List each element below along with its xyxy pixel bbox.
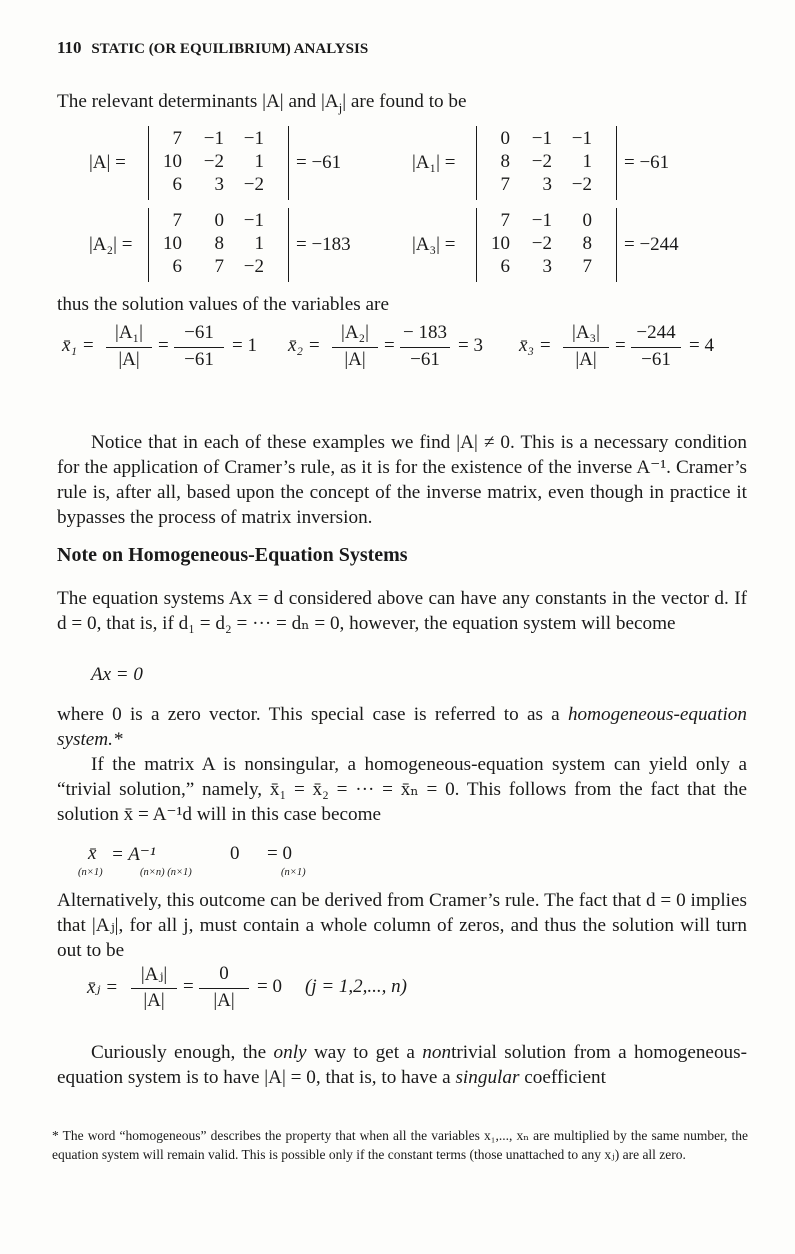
determinant-cell: 7: [582, 256, 592, 277]
footnote: * The word “homogeneous” describes the property that when all the variables x₁,..., xₙ are multiplied by the same number, the equation system will remain valid. This is possible only if the constant terms (those unattached to any xⱼ) are all zero.: [52, 1128, 748, 1162]
determinant-label: |A₁| =: [412, 152, 456, 173]
solution-variable: x̄₃ =: [519, 335, 552, 356]
solution-variable: x̄ⱼ =: [87, 977, 119, 998]
determinant-cell: −2: [243, 256, 264, 277]
determinant-cell: 10: [491, 233, 510, 254]
determinant-cell: −2: [531, 151, 552, 172]
dim-2: (n×n) (n×1): [140, 867, 192, 878]
eq-ainv: = A⁻¹: [111, 844, 156, 865]
determinant-cell: 8: [214, 233, 224, 254]
determinant-bar-left: [476, 126, 477, 200]
determinant-cell: −1: [243, 128, 264, 149]
determinant-cell: 7: [172, 210, 182, 231]
equation-ax-zero: Ax = 0: [91, 664, 143, 685]
equals-sign: =: [158, 335, 169, 356]
determinant-cell: −1: [531, 210, 552, 231]
determinant-cell: 7: [172, 128, 182, 149]
notice-paragraph: Notice that in each of these examples we find |A| ≠ 0. This is a necessary condition for the application of Cramer’s rule, as it is for the existence of the inverse A⁻¹. Cramer’s rule is, after all, based upon the concept of the inverse matrix, even though in practice it bypasses the process of matrix inversion.: [57, 432, 747, 528]
solution-intro: thus the solution values of the variables are: [57, 294, 389, 315]
determinant-value: = −61: [296, 152, 342, 173]
solution-variable: x̄₁ =: [62, 335, 95, 356]
determinant-cell: 10: [163, 233, 182, 254]
index-range: (j = 1,2,..., n): [305, 976, 408, 997]
fraction-numerator: |A₂|: [341, 322, 369, 343]
determinant-cell: −1: [571, 128, 592, 149]
fraction-numerator: −244: [636, 322, 676, 343]
determinant-bar-right: [616, 126, 617, 200]
fraction-denominator: −61: [410, 349, 440, 370]
equals-sign: =: [183, 976, 194, 997]
fraction-denominator: |A|: [575, 349, 597, 370]
eq-xbar: x̄: [88, 843, 97, 864]
fraction-denominator: |A|: [143, 990, 165, 1011]
determinant-cell: −2: [243, 174, 264, 195]
solution-result: = 1: [232, 335, 257, 356]
determinant-cell: 3: [542, 256, 552, 277]
running-header: [57, 38, 368, 58]
fraction-numerator: 0: [219, 963, 229, 984]
determinant-bar-left: [148, 208, 149, 282]
determinant-cell: 7: [500, 210, 510, 231]
curious-paragraph: Curiously enough, the only way to get a nontrivial solution from a homogeneous-equation system is to have |A| = 0, that is, to have a singular coefficient: [57, 1042, 747, 1088]
determinant-bar-right: [288, 126, 289, 200]
fraction-numerator: − 183: [403, 322, 447, 343]
determinant-label: |A| =: [89, 152, 126, 173]
solution-variable: x̄₂ =: [288, 335, 321, 356]
alternative-paragraph: Alternatively, this outcome can be derived from Cramer’s rule. The fact that d = 0 implies that |Aⱼ|, for all j, must contain a whole column of zeros, and thus the solution will turn out to be: [57, 890, 747, 961]
determinant-cell: 6: [172, 174, 182, 195]
eq-zero-vec: 0: [230, 843, 240, 864]
eq-result: = 0: [267, 843, 292, 864]
solution-result: = 4: [689, 335, 714, 356]
determinant-cell: 1: [254, 233, 264, 254]
homogeneous-paragraph-1: The equation systems Ax = d considered above can have any constants in the vector d. If d = 0, that is, if d₁ = d₂ = ··· = dₙ = 0, however, the equation system will become: [57, 588, 747, 634]
determinant-cell: 7: [214, 256, 224, 277]
determinant-cell: 8: [500, 151, 510, 172]
determinant-label: |A₂| =: [89, 234, 133, 255]
equals-sign: =: [384, 335, 395, 356]
determinant-cell: −1: [243, 210, 264, 231]
fraction-denominator: |A|: [344, 349, 366, 370]
determinant-cell: 1: [582, 151, 592, 172]
determinant-bar-left: [476, 208, 477, 282]
determinant-cell: 7: [500, 174, 510, 195]
fraction-denominator: −61: [641, 349, 671, 370]
solution-result: = 0: [257, 976, 282, 997]
equals-sign: =: [615, 335, 626, 356]
fraction-denominator: |A|: [118, 349, 140, 370]
section-heading: Note on Homogeneous-Equation Systems: [57, 544, 408, 566]
determinant-value: = −244: [624, 234, 679, 255]
homogeneous-paragraph-2: where 0 is a zero vector. This special case is referred to as a homogeneous-equation system.*: [57, 704, 747, 750]
fraction-denominator: |A|: [213, 990, 235, 1011]
fraction-numerator: −61: [184, 322, 214, 343]
determinant-cell: −1: [203, 128, 224, 149]
dim-3: (n×1): [281, 867, 306, 878]
determinant-cell: 8: [582, 233, 592, 254]
fraction-numerator: |A₁|: [115, 322, 143, 343]
determinant-cell: 0: [582, 210, 592, 231]
determinant-label: |A₃| =: [412, 234, 456, 255]
determinant-cell: 10: [163, 151, 182, 172]
determinant-cell: −1: [531, 128, 552, 149]
determinant-cell: −2: [203, 151, 224, 172]
fraction-numerator: |Aⱼ|: [140, 964, 168, 985]
determinant-value: = −61: [624, 152, 670, 173]
determinant-cell: 0: [214, 210, 224, 231]
running-title: STATIC (OR EQUILIBRIUM) ANALYSIS: [91, 41, 369, 57]
determinant-cell: 0: [500, 128, 510, 149]
determinant-cell: 3: [542, 174, 552, 195]
determinant-cell: −2: [531, 233, 552, 254]
determinant-cell: 3: [214, 174, 224, 195]
determinant-cell: 1: [254, 151, 264, 172]
determinant-bar-right: [616, 208, 617, 282]
determinant-bar-right: [288, 208, 289, 282]
page-number: 110: [57, 38, 82, 57]
intro-line: The relevant determinants |A| and $|A_j|$ are found to be: [57, 91, 467, 115]
solution-result: = 3: [458, 335, 483, 356]
dim-1: (n×1): [78, 867, 103, 878]
fraction-denominator: −61: [184, 349, 214, 370]
determinant-cell: −2: [571, 174, 592, 195]
determinant-bar-left: [148, 126, 149, 200]
fraction-numerator: |A₃|: [572, 322, 600, 343]
determinant-cell: 6: [500, 256, 510, 277]
determinant-cell: 6: [172, 256, 182, 277]
homogeneous-paragraph-3: If the matrix A is nonsingular, a homogeneous-equation system can yield only a “trivial solution,” namely, x̄₁ = x̄₂ = ··· = x̄ₙ = 0. This follows from the fact that the solution x̄ = A⁻¹d will in this case become: [57, 754, 747, 825]
determinant-value: = −183: [296, 234, 351, 255]
